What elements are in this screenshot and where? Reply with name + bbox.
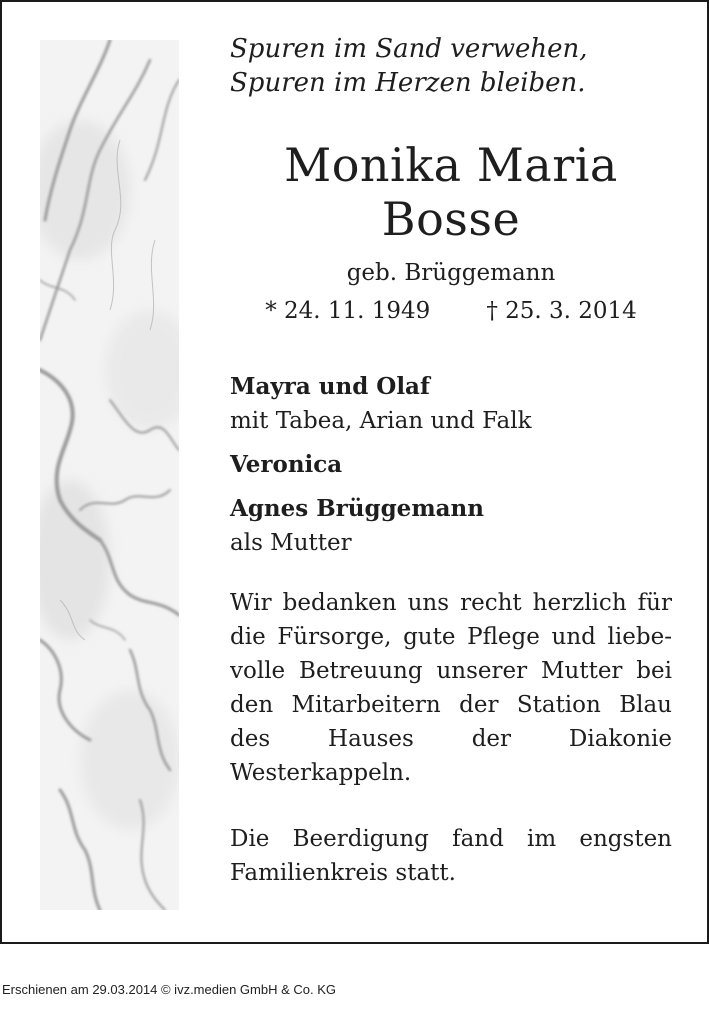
deceased-name [230, 138, 672, 246]
mourners-list [230, 370, 672, 560]
deceased-surname: Bosse [381, 192, 521, 246]
deceased-first-names: Monika Maria [284, 138, 618, 192]
motto-line-1: Spuren im Sand verwehen, [230, 34, 588, 64]
mourner-name: Mayra und Olaf [230, 373, 430, 400]
motto-line-2: Spuren im Herzen bleiben. [230, 68, 586, 98]
marble-texture [40, 40, 179, 910]
mourner-group-2 [230, 448, 672, 482]
birth-date: * 24. 11. 1949 [265, 298, 431, 324]
mourner-name: Veronica [230, 451, 343, 478]
death-date: † 25. 3. 2014 [486, 298, 637, 324]
maiden-name: geb. Brüggemann [346, 260, 556, 286]
mourner-name: Agnes Brüggemann [230, 495, 484, 522]
mourner-detail: als Mutter [230, 530, 352, 556]
obituary-content [230, 32, 672, 922]
marble-strip-image [40, 40, 179, 910]
publication-footer: Erschienen am 29.03.2014 © ivz.medien GmbH & Co. KG [2, 982, 337, 997]
motto-verse [230, 32, 672, 100]
message-text [230, 586, 672, 890]
thanks-paragraph: Wir bedanken uns recht herzlich für die Fürsorge, gute Pflege und liebevolle Betreuung unserer Mutter bei den Mitarbeitern der Station Blau des Hauses der Diakonie Westerkappeln. [230, 590, 672, 786]
mourner-detail: mit Tabea, Arian und Falk [230, 408, 532, 434]
mourner-group-3 [230, 492, 672, 560]
mourner-group-1 [230, 370, 672, 438]
funeral-paragraph: Die Beerdigung fand im engsten Familienkreis statt. [230, 826, 672, 886]
life-dates [230, 296, 672, 326]
